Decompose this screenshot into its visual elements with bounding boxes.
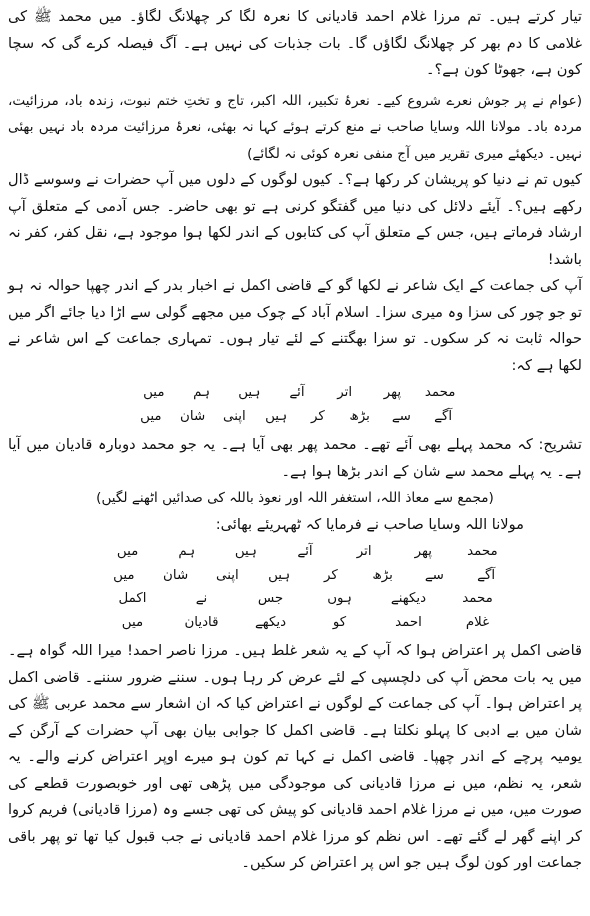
poem-word: کر [323, 567, 338, 583]
paragraph-audience-slogans: (عوام نے پر جوش نعرے شروع کیے۔ نعرۂ تکبیر، اللہ اکبر، تاج و تختِ ختم نبوت، زندہ باد، مرزائیت، مردہ باد۔ مولانا اللہ وسایا صاحب نے منع کرتے ہوئے کہا نہ بھئی، نعرۂ مرزائیت مردہ باد نہیں بھئی نہیں۔ دیکھئے میری تقریر میں آج منفی نعرہ کوئی نہ لگائے) [8, 92, 582, 162]
poem-word: نے [195, 591, 208, 606]
poem-word: پھر [383, 385, 402, 400]
poem-word: اپنی [223, 408, 246, 424]
poem-word: میں [140, 408, 162, 424]
paragraph-audience-reaction: (مجمع سے معاذ اللہ، استغفر اللہ اور نعوذ باللہ کی صدائیں اٹھنے لگیں) [96, 490, 494, 506]
paragraph-challenge: تیار کرتے ہیں۔ تم مرزا غلام احمد قادیانی کا نعرہ لگا کر چھلانگ لگاؤ۔ میں محمد ﷺ کی غلامی کا دم بھر کر چھلانگ لگاؤں گا۔ بات جذبات کی نہیں ہے۔ آگ فیصلہ کرے گی کہ سچا کون ہے، جھوٹا کون ہے؟۔ [8, 8, 582, 78]
poem-word: ہیں [238, 385, 261, 400]
poem-word: میں [143, 385, 165, 400]
poem-word: محمد [424, 385, 456, 400]
poem-word: ہیں [265, 408, 288, 424]
poem-word: محمد [467, 544, 498, 559]
poem-word: اکمل [118, 591, 147, 606]
poem-first-quote [8, 381, 582, 428]
poem-word: ہم [193, 385, 210, 400]
paragraph-poet-claim: آپ کی جماعت کے ایک شاعر نے لکھا گو کے قاضی اکمل نے اخبار بدر کے اندر چھپا حوالہ نہ ہو تو جو چور کی سزا وہ میری سزا۔ اسلام آباد کے چوک میں مجھے گولی سے اڑا دیا جائے اگر میں حوالہ ثابت نہ کر سکوں۔ تو سزا بھگتنے کے لئے تیار ہوں۔ تمہاری جماعت کے اس شاعر نے لکھا ہے کہ: [8, 277, 582, 374]
poem-word: آئے [289, 385, 305, 400]
poem-word: قادیان [184, 614, 219, 630]
poem-word: میں [116, 544, 139, 559]
poem-line [8, 381, 582, 405]
poem-word: جس [257, 591, 284, 606]
poem-word: ہوں [327, 591, 352, 606]
paragraph-objection-story: قاضی اکمل پر اعتراض ہوا کہ آپ کے یہ شعر غلط ہیں۔ مرزا ناصر احمد! میرا اللہ گواہ ہے۔ میں یہ بات محض آپ کی دلچسپی کے لئے عرض کر رہا ہوں۔ سننے ضرور سننے۔ قاضی اکمل پر اعتراض ہوا۔ آپ کی جماعت کے لوگوں نے اعتراض کیا کہ ان اشعار سے محمد عربی ﷺ کی شان میں بے ادبی کا پہلو نکلتا ہے۔ قاضی اکمل کا جوابی بیان بھی آپ حضرات کے آرگن کے یومیہ پرچے کے اندر چھپا۔ قاضی اکمل نے کہا تم کون ہو میرے اوپر اعتراض کرنے والے۔ یہ شعر، یہ نظم، میں نے مرزا قادیانی کی موجودگی میں پڑھی تھی اور خوبصورت قطعے کی صورت میں، میں نے مرزا غلام احمد قادیانی کو پیش کی تھی جسے وہ (مرزا قادیانی) فریم کروا کر اپنے گھر لے گئے تھے۔ اس نظم کو مرزا غلام احمد قادیانی نے جب قبول کیا تھا تو پھر باقی جماعت اور کون لوگ ہیں جو اس پر اعتراض کر سکیں۔ [8, 642, 582, 871]
poem-word: پھر [414, 544, 432, 559]
poem-word: سے [424, 567, 444, 583]
poem-word: دیکھنے [390, 591, 427, 606]
poem-word: اتر [356, 544, 372, 559]
poem-word: آئے [297, 544, 313, 559]
poem-word: میں [121, 614, 144, 630]
poem-word: دیکھے [254, 614, 287, 630]
poem-line [8, 405, 582, 429]
paragraph-maulana-said: مولانا اللہ وسایا صاحب نے فرمایا کہ ٹھہریئے بھائی: [215, 515, 524, 533]
poem-word: کو [332, 614, 347, 630]
poem-line [8, 540, 582, 564]
poem-word: احمد [395, 614, 422, 630]
poem-word: محمد [462, 591, 493, 606]
poem-word: غلام [465, 614, 490, 630]
poem-word: سے [391, 408, 411, 424]
poem-word: اتر [337, 385, 353, 400]
poem-word: ہم [178, 544, 196, 559]
poem-line [8, 587, 582, 611]
poem-word: بڑھ [372, 567, 393, 583]
poem-word: میں [113, 567, 135, 583]
poem-line [8, 611, 582, 635]
paragraph-explanation: تشریح: کہ محمد پہلے بھی آئے تھے۔ محمد پھر بھی آیا ہے۔ یہ جو محمد دوبارہ قادیان میں آیا ہے۔ یہ پہلے محمد سے شان کے اندر بڑھا ہوا ہے۔ [8, 436, 582, 480]
paragraph-question: کیوں تم نے دنیا کو پریشان کر رکھا ہے؟۔ کیوں لوگوں کے دلوں میں آپ حضرات نے وسوسے ڈال رکھے ہیں؟۔ آیئے دلائل کی دنیا میں گفتگو کرنی ہے تو بھی حاضر۔ جس آدمی کے متعلق آپ ارشاد فرماتے ہیں، جس کے متعلق آپ کی کتابوں کے اندر لکھا ہوا موجود ہے، نقل کفر، کفر نہ باشد! [8, 171, 582, 268]
poem-word: ہیں [268, 567, 291, 583]
poem-word: شان [163, 567, 189, 583]
poem-word: ہیں [234, 544, 257, 559]
poem-full-quote [8, 540, 582, 634]
poem-word: آگے [477, 567, 496, 583]
poem-word: آگے [434, 408, 453, 424]
poem-word: اپنی [216, 567, 239, 583]
poem-word: کر [310, 408, 325, 424]
poem-word: بڑھ [349, 408, 370, 424]
poem-word: شان [180, 408, 206, 424]
poem-line [8, 564, 582, 588]
